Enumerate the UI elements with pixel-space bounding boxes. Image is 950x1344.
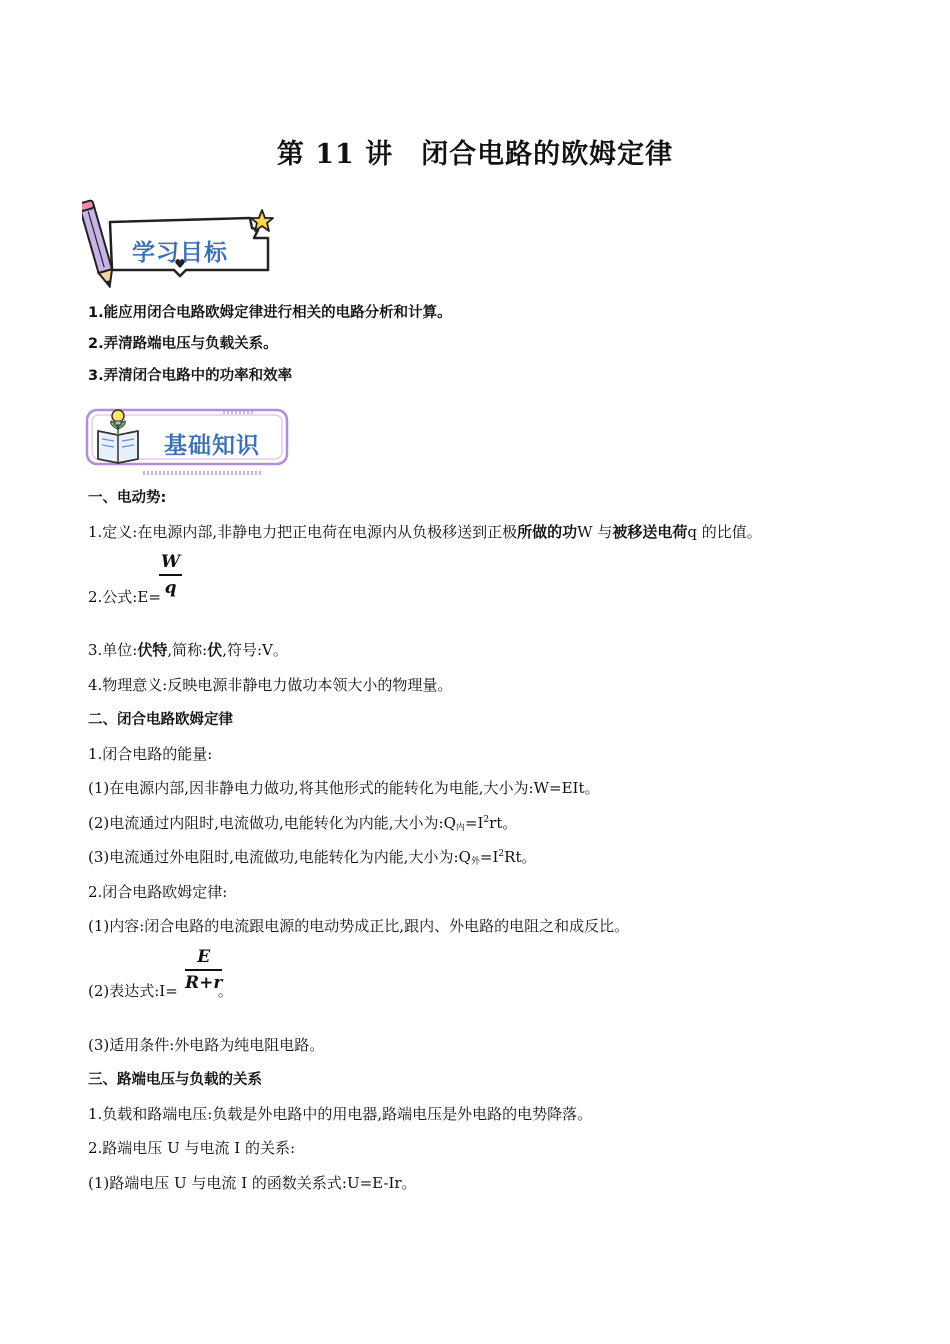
meaning-line: 4.物理意义:反映电源非静电力做功本领大小的物理量。 [88, 676, 453, 694]
text-line: (1)路端电压 U 与电流 I 的函数关系式:U=E-Ir。 [88, 1174, 417, 1192]
section-heading: 三、路端电压与负载的关系 [88, 1072, 262, 1088]
text-line: 2.路端电压 U 与电流 I 的关系: [88, 1139, 296, 1157]
text-line: (1)在电源内部,因非静电力做功,将其他形式的能转化为电能,大小为:W=EIt。 [88, 779, 600, 797]
ohm-expression-line: (2)表达式:I= 。 [88, 982, 233, 1000]
emf-fraction: $\frac{W}{q}$ [161, 552, 181, 598]
text-line: (1)内容:闭合电路的电流跟电源的电动势成正比,跟内、外电路的电阻之和成反比。 [88, 917, 630, 935]
page-title [0, 132, 950, 171]
basic-knowledge-banner [84, 405, 296, 477]
text-line: 2.闭合电路欧姆定律: [88, 883, 228, 901]
ohm-fraction: $\frac{E}{R+r}$ [185, 947, 223, 993]
section-heading: 一、电动势: [88, 490, 167, 506]
unit-line: 3.单位:伏特,简称:伏,符号:V。 [88, 641, 288, 659]
definition-line: 1.定义:在电源内部,非静电力把正电荷在电源内从负极移送到正极所做的功W 与被移送电荷q 的比值。 [88, 523, 762, 541]
learning-goals-title: 学习目标 [132, 240, 228, 266]
basic-knowledge-title: 基础知识 [164, 433, 260, 459]
lecture-number: 第 11 讲 [276, 139, 394, 170]
text-line: (3)电流通过外电阻时,电流做功,电能转化为内能,大小为$:Q_外=I^2Rt$。 [88, 848, 537, 867]
learning-goals-banner [82, 198, 282, 288]
text-line: 1.闭合电路的能量: [88, 745, 213, 763]
lecture-topic: 闭合电路的欧姆定律 [421, 139, 674, 170]
goal-item: 1.能应用闭合电路欧姆定律进行相关的电路分析和计算。 [88, 305, 452, 321]
goal-item: 3.弄清闭合电路中的功率和效率 [88, 368, 293, 384]
emf-formula-line: 2.公式:E= [88, 588, 161, 606]
goal-item: 2.弄清路端电压与负载关系。 [88, 336, 278, 352]
section-heading: 二、闭合电路欧姆定律 [88, 712, 233, 728]
text-line: (2)电流通过内阻时,电流做功,电能转化为内能,大小为$:Q_内=I^2rt$。 [88, 814, 518, 833]
text-line: 1.负载和路端电压:负载是外电路中的用电器,路端电压是外电路的电势降落。 [88, 1105, 593, 1123]
text-line: (3)适用条件:外电路为纯电阻电路。 [88, 1036, 325, 1054]
